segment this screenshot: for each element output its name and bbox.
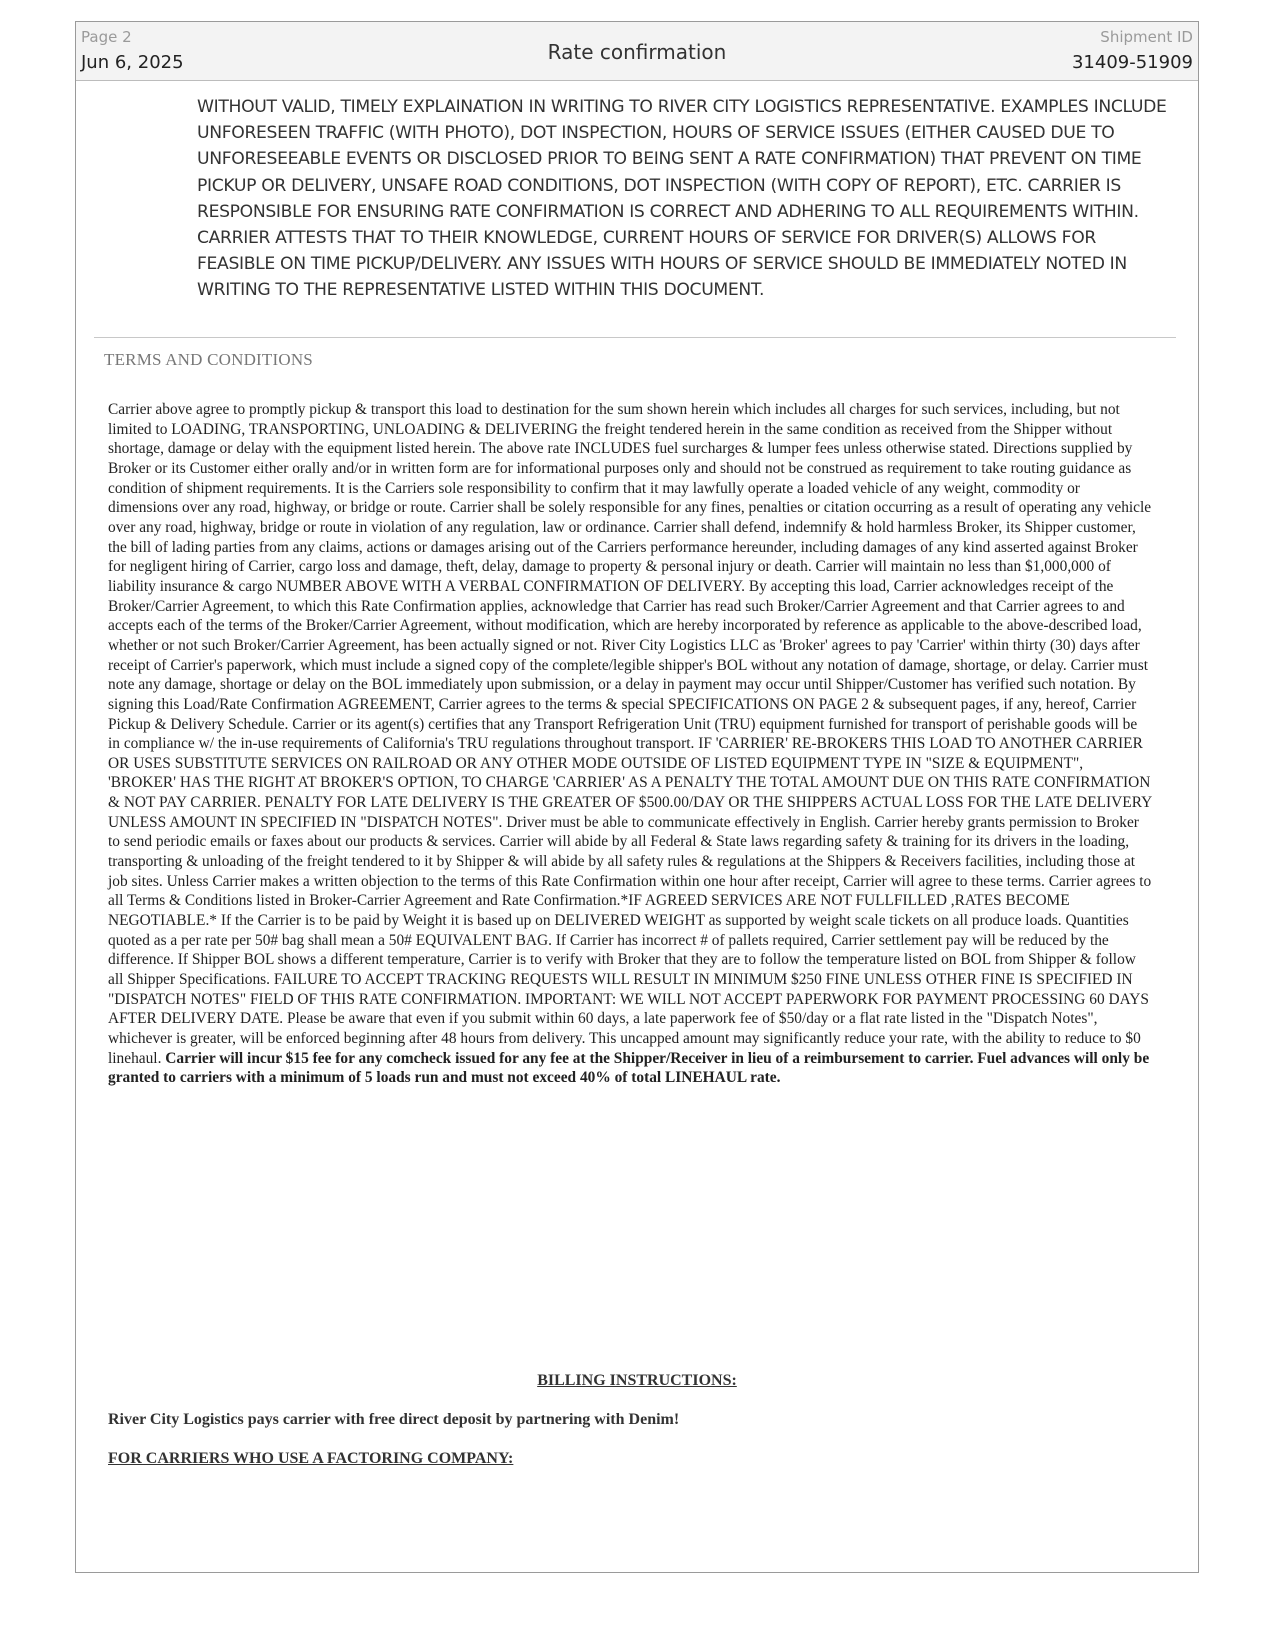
terms-body-text: Carrier above agree to promptly pickup & transport this load to destination for the sum shown herein which includes all charges for such services, including, but not limited to LOADING, TRANSPORTING, UNLOADING & DELIVERING the freight tendered herein in the same condition as received from the Shipper without shortage, damage or delay with the equipment listed herein. The above rate INCLUDES fuel surcharges & lumper fees unless otherwise stated. Directions supplied by Broker or its Customer either orally and/or in written form are for informational purposes only and should not be construed as requirement to take routing guidance as condition of shipment requirements. It is the Carriers sole responsibility to confirm that it may lawfully operate a loaded vehicle of any weight, commodity or dimensions over any road, highway, or bridge or route. Carrier shall be solely responsible for any fines, penalties or citation occurring as a result of operating any vehicle over any road, highway, bridge or route in violation of any regulation, law or ordinance. Carrier shall defend, indemnify & hold harmless Broker, its Shipper customer, the bill of lading parties from any claims, actions or damages arising out of the Carriers performance hereunder, including damages of any kind asserted against Broker for negligent hiring of Carrier, cargo loss and damage, theft, delay, damage to property & personal injury or death. Carrier will maintain no less than $1,000,000 of liability insurance & cargo NUMBER ABOVE WITH A VERBAL CONFIRMATION OF DELIVERY. By accepting this load, Carrier acknowledges receipt of the Broker/Carrier Agreement, to which this Rate Confirmation applies, acknowledge that Carrier has read such Broker/Carrier Agreement and that Carrier agrees to and accepts each of the terms of the Broker/Carrier Agreement, without modification, which are hereby incorporated by reference as applicable to the above-described load, whether or not such Broker/Carrier Agreement, has been actually signed or not. River City Logistics LLC as 'Broker' agrees to pay 'Carrier' within thirty (30) days after receipt of Carrier's paperwork, which must include a signed copy of the complete/legible shipper's BOL without any notation of damage, shortage, or delay. Carrier must note any damage, shortage or delay on the BOL immediately upon submission, or a delay in payment may occur until Shipper/Customer has verified such notation. By signing this Load/Rate Confirmation AGREEMENT, Carrier agrees to the terms & special SPECIFICATIONS ON PAGE 2 & subsequent pages, if any, hereof, Carrier Pickup & Delivery Schedule. Carrier or its agent(s) certifies that any Transport Refrigeration Unit (TRU) equipment furnished for transport of perishable goods will be in compliance w/ the in-use requirements of California's TRU regulations throughout transport. IF 'CARRIER' RE-BROKERS THIS LOAD TO ANOTHER CARRIER OR USES SUBSTITUTE SERVICES ON RAILROAD OR ANY OTHER MODE OUTSIDE OF LISTED EQUIPMENT TYPE IN "SIZE & EQUIPMENT", 'BROKER' HAS THE RIGHT AT BROKER'S OPTION, TO CHARGE 'CARRIER' AS A PENALTY THE TOTAL AMOUNT DUE ON THIS RATE CONFIRMATION & NOT PAY CARRIER. PENALTY FOR LATE DELIVERY IS THE GREATER OF $500.00/DAY OR THE SHIPPERS ACTUAL LOSS FOR THE LATE DELIVERY UNLESS AMOUNT IN SPECIFIED IN "DISPATCH NOTES". Driver must be able to communicate effectively in English. Carrier hereby grants permission to Broker to send periodic emails or faxes about our products & services. Carrier will abide by all Federal & State laws regarding safety & training for its drivers in the loading, transporting & unloading of the freight tendered to it by Shipper & will abide by all safety rules & regulations at the Shippers & Receivers facilities, including those at job sites. Unless Carrier makes a written objection to the terms of this Rate Confirmation within one hour after receipt, Carrier will agree to these terms. Carrier agrees to all Terms & Conditions listed in Broker-Carrier Agreement and Rate Confirmation.*IF AGREED SERVICES ARE NOT FULLFILLED ,RATES BECOME NEGOTIABLE.* If the Carrier is to be paid by Weight it is based up on DELIVERED WEIGHT as supported by weight scale tickets on all produce loads. Quantities quoted as a per rate per 50# bag shall mean a 50# EQUIVALENT BAG. If Carrier has incorrect # of pallets required, Carrier settlement pay will be reduced by the difference. If Shipper BOL shows a different temperature, Carrier is to verify with Broker that they are to follow the temperature listed on BOL from Shipper & follow all Shipper Specifications. FAILURE TO ACCEPT TRACKING REQUESTS WILL RESULT IN MINIMUM $250 FINE UNLESS OTHER FINE IS SPECIFIED IN "DISPATCH NOTES" FIELD OF THIS RATE CONFIRMATION. IMPORTANT: WE WILL NOT ACCEPT PAPERWORK FOR PAYMENT PROCESSING 60 DAYS AFTER DELIVERY DATE. Please be aware that even if you submit within 60 days, a late paperwork fee of $50/day or a flat rate listed in the "Dispatch Notes", whichever is greater, will be enforced beginning after 48 hours from delivery. This uncapped amount may significantly reduce your rate, with the ability to reduce to $0 linehaul.	[108, 401, 1152, 1067]
terms-body	[108, 400, 1153, 1088]
billing-instructions-heading: BILLING INSTRUCTIONS:	[537, 1372, 737, 1389]
page-header	[76, 22, 1198, 81]
document-page	[75, 21, 1199, 1573]
terms-body-bold-text: Carrier will incur $15 fee for any comcheck issued for any fee at the Shipper/Receiver in lieu of a reimbursement to carrier. Fuel advances will only be granted to carriers with a minimum of 5 loads run and must not exceed 40% of total LINEHAUL rate.	[108, 1049, 1150, 1087]
shipment-id-label: Shipment ID	[1100, 28, 1193, 46]
billing-denim-line: River City Logistics pays carrier with free direct deposit by partnering with Denim!	[108, 1411, 680, 1428]
document-title: Rate confirmation	[547, 40, 727, 64]
carrier-notice-text: WITHOUT VALID, TIMELY EXPLAINATION IN WRITING TO RIVER CITY LOGISTICS REPRESENTATIVE. EXAMPLES INCLUDE UNFORESEEN TRAFFIC (WITH PHOTO), DOT INSPECTION, HOURS OF SERVICE ISSUES (EITHER CAUSED DUE TO UNFORESEEABLE EVENTS OR DISCLOSED PRIOR TO BEING SENT A RATE CONFIRMATION) THAT PREVENT ON TIME PICKUP OR DELIVERY, UNSAFE ROAD CONDITIONS, DOT INSPECTION (WITH COPY OF REPORT), ETC. CARRIER IS RESPONSIBLE FOR ENSURING RATE CONFIRMATION IS CORRECT AND ADHERING TO ALL REQUIREMENTS WITHIN. CARRIER ATTESTS THAT TO THEIR KNOWLEDGE, CURRENT HOURS OF SERVICE FOR DRIVER(S) ALLOWS FOR FEASIBLE ON TIME PICKUP/DELIVERY. ANY ISSUES WITH HOURS OF SERVICE SHOULD BE IMMEDIATELY NOTED IN WRITING TO THE REPRESENTATIVE LISTED WITHIN THIS DOCUMENT.	[197, 97, 1167, 301]
page-number-label: Page 2	[81, 28, 132, 46]
shipment-id-value: 31409-51909	[1071, 52, 1193, 73]
section-divider	[94, 337, 1176, 338]
terms-heading: TERMS AND CONDITIONS	[104, 350, 313, 369]
document-date: Jun 6, 2025	[81, 52, 184, 73]
factoring-heading: FOR CARRIERS WHO USE A FACTORING COMPANY:	[108, 1450, 514, 1467]
